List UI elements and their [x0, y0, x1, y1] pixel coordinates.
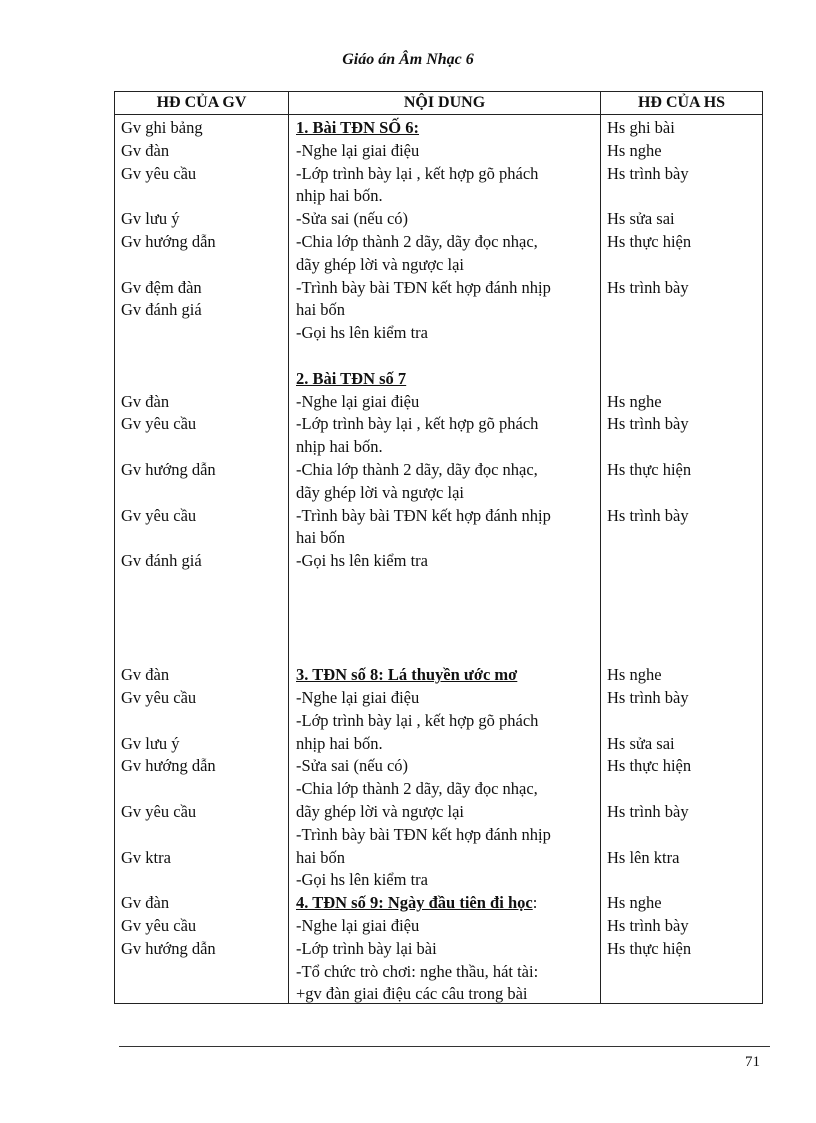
gv-activity-line: Gv ktra	[121, 847, 171, 867]
content-line: -Gọi hs lên kiểm tra	[296, 870, 428, 890]
page-number: 71	[745, 1054, 760, 1070]
gv-activity-line: Gv đệm đàn	[121, 277, 202, 297]
header-hs-activity: HĐ CỦA HS	[637, 94, 726, 111]
gv-activity-line: Gv ghi bảng	[121, 118, 203, 137]
content-line: hai bốn	[296, 528, 346, 548]
content-line: -Gọi hs lên kiểm tra	[296, 551, 428, 571]
column-divider	[288, 92, 289, 1003]
hs-activity-line: Hs thực hiện	[607, 938, 692, 958]
gv-activity-line: Gv hướng dẫn	[121, 460, 216, 479]
content-line: nhịp hai bốn.	[296, 186, 383, 206]
content-line: -Trình bày bài TĐN kết hợp đánh nhịp	[296, 277, 551, 297]
hs-activity-line: Hs nghe	[607, 140, 662, 160]
column-divider	[600, 92, 601, 1003]
hs-activity-line: Hs ghi bài	[607, 118, 675, 137]
content-line: nhịp hai bốn.	[296, 733, 383, 753]
content-line: -Nghe lại giai điệu	[296, 916, 420, 935]
gv-activity-line: Gv đàn	[121, 893, 170, 913]
hs-activity-line: Hs thực hiện	[607, 460, 692, 479]
content-line: -Chia lớp thành 2 dãy, dãy đọc nhạc,	[296, 460, 538, 479]
content-line: -Lớp trình bày lại bài	[296, 938, 437, 958]
gv-activity-line: Gv đàn	[121, 665, 170, 685]
content-line: -Gọi hs lên kiểm tra	[296, 323, 428, 343]
content-line: -Trình bày bài TĐN kết hợp đánh nhịp	[296, 505, 551, 525]
gv-activity-line: Gv đánh giá	[121, 551, 202, 571]
gv-activity-line: Gv hướng dẫn	[121, 232, 216, 251]
content-line: -Nghe lại giai điệu	[296, 688, 420, 707]
content-line: -Nghe lại giai điệu	[296, 140, 420, 160]
gv-activity-line: Gv hướng dẫn	[121, 756, 216, 776]
gv-activity-line: Gv yêu cầu	[121, 505, 197, 525]
section-heading: 4. TĐN số 9: Ngày đầu tiên đi học:	[296, 893, 538, 913]
content-line: -Chia lớp thành 2 dãy, dãy đọc nhạc,	[296, 779, 538, 799]
content-line: dãy ghép lời và ngược lại	[296, 254, 464, 274]
gv-activity-line: Gv yêu cầu	[121, 163, 197, 183]
content-line: -Lớp trình bày lại , kết hợp gõ phách	[296, 414, 539, 434]
footer-rule	[119, 1046, 770, 1047]
content-line: -Trình bày bài TĐN kết hợp đánh nhịp	[296, 824, 551, 844]
content-line: +gv đàn giai điệu các câu trong bài	[296, 984, 528, 1004]
hs-activity-line: Hs nghe	[607, 893, 662, 913]
content-line: -Sửa sai (nếu có)	[296, 209, 409, 229]
header-divider	[115, 114, 762, 115]
lesson-table	[114, 91, 763, 1004]
content-line: nhịp hai bốn.	[296, 437, 383, 457]
gv-activity-line: Gv yêu cầu	[121, 802, 197, 821]
hs-activity-line: Hs sửa sai	[607, 209, 675, 229]
content-line: -Lớp trình bày lại , kết hợp gõ phách	[296, 710, 539, 730]
content-line: -Sửa sai (nếu có)	[296, 756, 409, 776]
content-line: hai bốn	[296, 300, 346, 320]
gv-activity-line: Gv đánh giá	[121, 300, 202, 320]
gv-activity-line: Gv lưu ý	[121, 209, 180, 229]
content-line: dãy ghép lời và ngược lại	[296, 482, 464, 502]
page-header: Giáo án Âm Nhạc 6	[342, 51, 474, 68]
content-line: dãy ghép lời và ngược lại	[296, 802, 464, 821]
gv-activity-line: Gv yêu cầu	[121, 916, 197, 935]
hs-activity-line: Hs trình bày	[607, 916, 689, 935]
section-heading: 3. TĐN số 8: Lá thuyền ước mơ	[296, 665, 518, 685]
header-gv-activity: HĐ CỦA GV	[156, 94, 247, 111]
gv-activity-line: Gv lưu ý	[121, 733, 180, 753]
content-line: hai bốn	[296, 847, 346, 867]
content-line: -Chia lớp thành 2 dãy, dãy đọc nhạc,	[296, 232, 538, 251]
hs-activity-line: Hs thực hiện	[607, 756, 692, 776]
gv-activity-line: Gv đàn	[121, 391, 170, 411]
hs-activity-line: Hs trình bày	[607, 163, 689, 183]
hs-activity-line: Hs trình bày	[607, 505, 689, 525]
header-content: NỘI DUNG	[403, 94, 486, 111]
section-heading: 2. Bài TĐN số 7	[296, 368, 407, 388]
hs-activity-line: Hs nghe	[607, 665, 662, 685]
section-heading: 1. Bài TĐN SỐ 6:	[296, 118, 420, 137]
gv-activity-line: Gv yêu cầu	[121, 688, 197, 707]
hs-activity-line: Hs thực hiện	[607, 232, 692, 251]
hs-activity-line: Hs sửa sai	[607, 733, 675, 753]
content-line: -Lớp trình bày lại , kết hợp gõ phách	[296, 163, 539, 183]
gv-activity-line: Gv đàn	[121, 140, 170, 160]
content-line: -Nghe lại giai điệu	[296, 391, 420, 411]
hs-activity-line: Hs nghe	[607, 391, 662, 411]
gv-activity-line: Gv hướng dẫn	[121, 938, 216, 958]
hs-activity-line: Hs lên ktra	[607, 847, 680, 867]
hs-activity-line: Hs trình bày	[607, 277, 689, 297]
hs-activity-line: Hs trình bày	[607, 414, 689, 434]
hs-activity-line: Hs trình bày	[607, 802, 689, 821]
hs-activity-line: Hs trình bày	[607, 688, 689, 707]
gv-activity-line: Gv yêu cầu	[121, 414, 197, 434]
content-line: -Tổ chức trò chơi: nghe thầu, hát tài:	[296, 961, 539, 981]
